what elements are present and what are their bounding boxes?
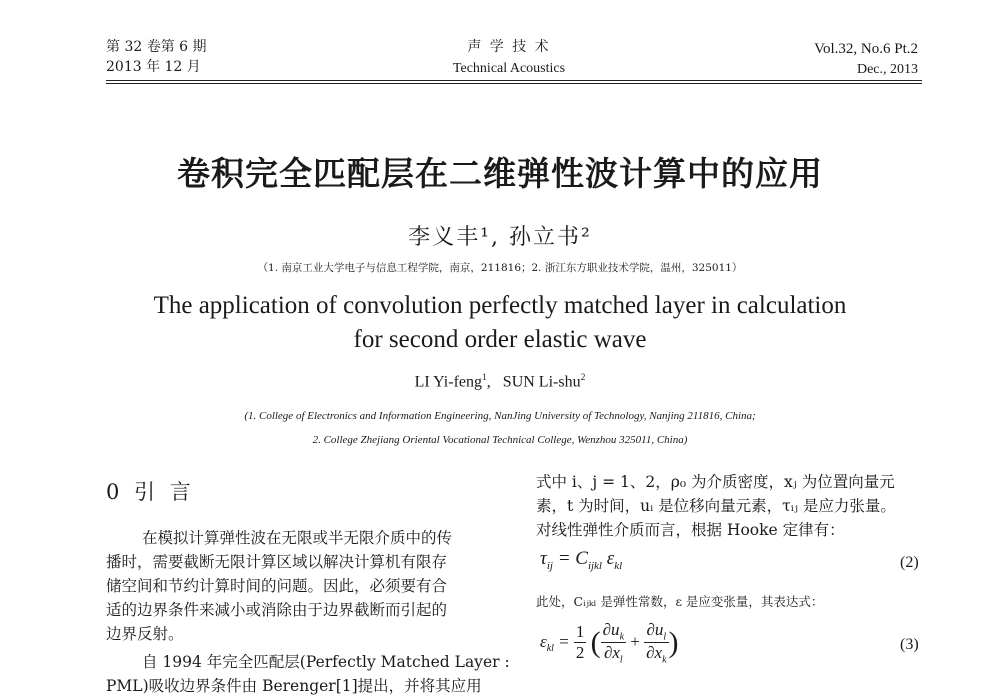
- equation-3-label: (3): [900, 636, 919, 653]
- author2-en: SUN Li-shu: [502, 373, 581, 391]
- intro-line-6: 自 1994 年完全匹配层(Perfectly Matched Layer :: [142, 653, 510, 671]
- header-journal-en: Technical Acoustics: [452, 61, 566, 76]
- author1-en: LI Yi-feng: [414, 373, 482, 391]
- affiliation-en-2: 2. College Zhejiang Oriental Vocational Technical College, Wenzhou 325011, China): [312, 434, 688, 446]
- affiliation-cn: （1. 南京工业大学电子与信息工程学院，南京，211816；2. 浙江东方职业技术学院，温州，325011）: [257, 262, 743, 274]
- header-date-cn: 2013 年 12 月: [106, 59, 201, 75]
- right-line-4: 此处，Cᵢⱼₖₗ 是弹性常数，ε 是应变张量，其表达式：: [536, 594, 824, 609]
- affiliation-en-1: (1. College of Electronics and Information Engineering, NanJing University of Technology, Nanjing 211816, China;: [244, 410, 756, 422]
- header-journal-cn: 声 学 技 术: [467, 39, 551, 55]
- equation-3: $\varepsilon_{kl}$ = $\frac{1}{2}$ ( $\frac{\partial u_k}{\partial x_l}$ + $\frac{\partial u_l}{\partial x_k}$ ): [540, 620, 679, 666]
- header-volume-en: Vol.32, No.6 Pt.2: [814, 41, 918, 57]
- intro-line-5: 边界反射。: [106, 625, 184, 643]
- header-rule-bottom: [106, 83, 922, 84]
- right-line-3: 对线性弹性介质而言，根据 Hooke 定律有：: [536, 521, 845, 539]
- intro-line-7: PML)吸收边界条件由 Berenger[1]提出，并将其应用: [106, 677, 482, 695]
- right-line-1: 式中 i、j = 1、2，ρ₀ 为介质密度，xⱼ 为位置向量元: [536, 473, 895, 491]
- intro-line-3: 储空间和节约计算时间的问题。因此，必须要有合: [106, 577, 448, 595]
- paper-title-en-line2: for second order elastic wave: [353, 326, 647, 353]
- header-rule-top: [106, 80, 922, 81]
- equation-2-label: (2): [900, 554, 919, 571]
- right-line-2: 素，t 为时间，uᵢ 是位移向量元素，τᵢⱼ 是应力张量。: [536, 497, 896, 515]
- authors-cn: 李义丰¹, 孙立书²: [408, 225, 592, 250]
- section-heading-intro: 0 引 言: [106, 480, 195, 504]
- header-volume-issue: 第 32 卷第 6 期: [106, 39, 207, 55]
- intro-line-2: 播时，需要截断无限计算区域以解决计算机有限存: [106, 553, 448, 571]
- intro-line-1: 在模拟计算弹性波在无限或半无限介质中的传: [142, 529, 453, 547]
- authors-en: LI Yi-feng$^1$, SUN Li-shu$^2$: [414, 372, 586, 391]
- equation-2: $\tau_{ij} = C_{ijkl}$ $\varepsilon_{kl}$: [540, 548, 623, 572]
- paper-title-cn: 卷积完全匹配层在二维弹性波计算中的应用: [177, 154, 823, 193]
- intro-line-4: 适的边界条件来减小或消除由于边界截断而引起的: [106, 601, 448, 619]
- header-date-en: Dec., 2013: [856, 62, 918, 77]
- paper-title-en-line1: The application of convolution perfectly matched layer in calculation: [153, 292, 847, 319]
